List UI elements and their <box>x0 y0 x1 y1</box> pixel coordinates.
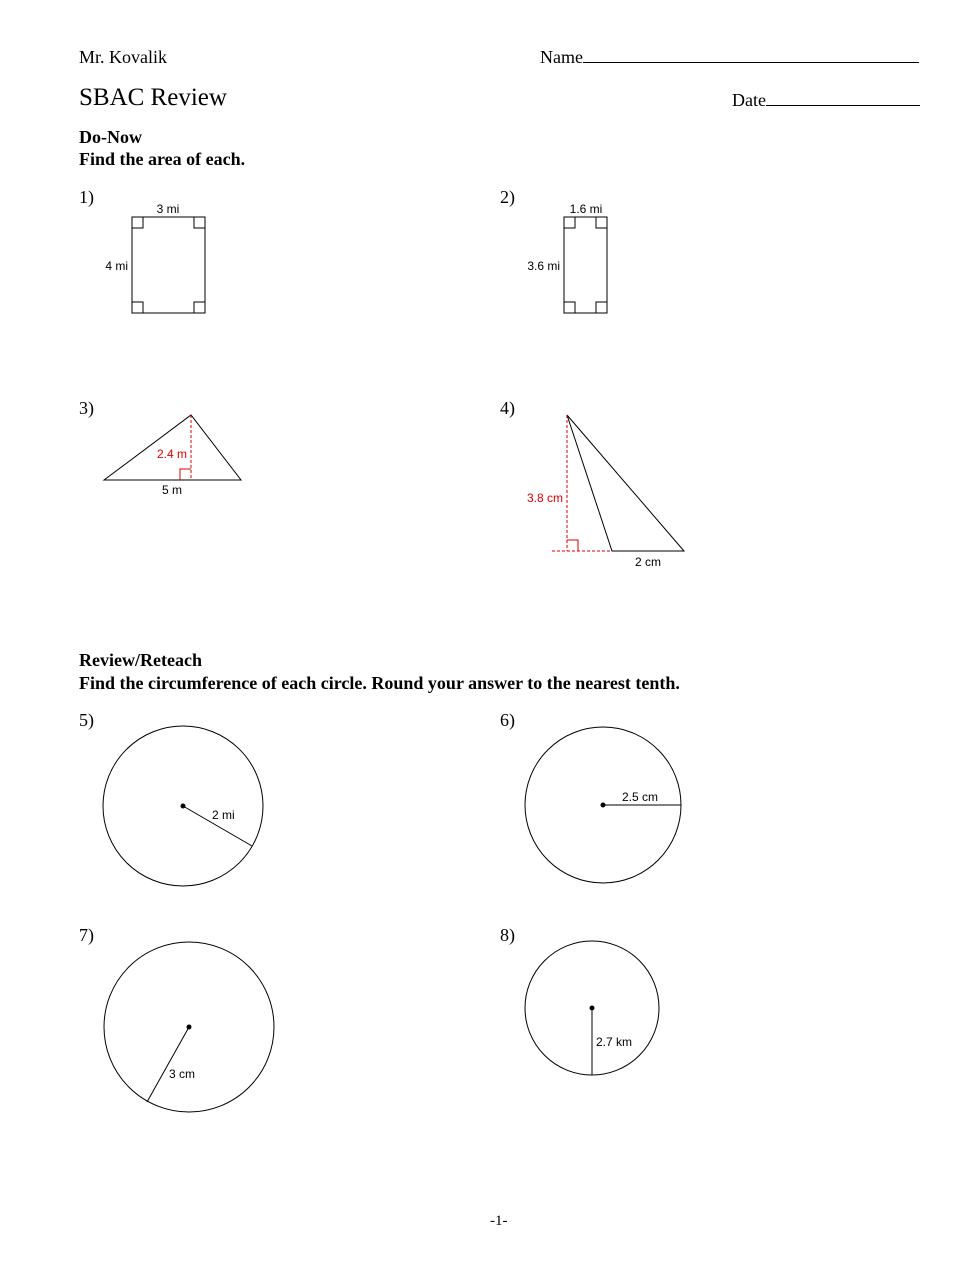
circle-figure-6 <box>525 727 681 883</box>
triangle-figure-3 <box>104 415 241 497</box>
circle7-radius-label: 3 cm <box>169 1067 196 1081</box>
tri4-height-label: 3.8 cm <box>526 491 563 505</box>
section-heading-do-now: Do-Now <box>79 127 142 147</box>
problem-number-4: 4) <box>500 398 515 418</box>
problem-number-7: 7) <box>79 925 94 945</box>
problem-number-2: 2) <box>500 187 515 207</box>
section-heading-review: Review/Reteach <box>79 650 202 670</box>
circle-figure-8 <box>525 941 659 1075</box>
rect1-top-label: 3 mi <box>156 202 180 216</box>
name-label: Name <box>540 47 583 67</box>
teacher-name: Mr. Kovalik <box>79 47 167 67</box>
tri4-right-angle-mark <box>567 540 578 551</box>
tri3-right-angle-mark <box>180 469 191 480</box>
page-title: SBAC Review <box>79 84 227 111</box>
rect1-side-label: 4 mi <box>105 259 128 273</box>
date-label: Date <box>732 90 766 110</box>
rectangle-figure-1 <box>105 202 205 313</box>
section-instruction-circumference: Find the circumference of each circle. Round your answer to the nearest tenth. <box>79 673 680 693</box>
circle6-radius-label: 2.5 cm <box>622 790 659 804</box>
rect2-side-label: 3.6 mi <box>527 259 560 273</box>
problem-number-5: 5) <box>79 710 94 730</box>
rectangle-figure-2 <box>527 202 607 313</box>
section-instruction-area: Find the area of each. <box>79 149 246 169</box>
triangle-figure-4 <box>527 415 684 569</box>
problem-number-6: 6) <box>500 710 515 730</box>
circle7-radius <box>147 1027 189 1102</box>
tri3-base-label: 5 m <box>161 483 183 497</box>
tri4-base-label: 2 cm <box>634 555 662 569</box>
circle-figure-7 <box>104 942 274 1112</box>
problem-number-3: 3) <box>79 398 94 418</box>
problem-number-1: 1) <box>79 187 94 207</box>
problem-number-8: 8) <box>500 925 515 945</box>
circle8-radius-label: 2.7 km <box>596 1035 633 1049</box>
circle5-radius-label: 2 mi <box>212 808 235 822</box>
circle-figure-5 <box>103 726 263 886</box>
page-number: -1- <box>490 1213 508 1229</box>
tri3-height-label: 2.4 m <box>156 447 187 461</box>
rect2-top-label: 1.6 mi <box>569 202 603 216</box>
